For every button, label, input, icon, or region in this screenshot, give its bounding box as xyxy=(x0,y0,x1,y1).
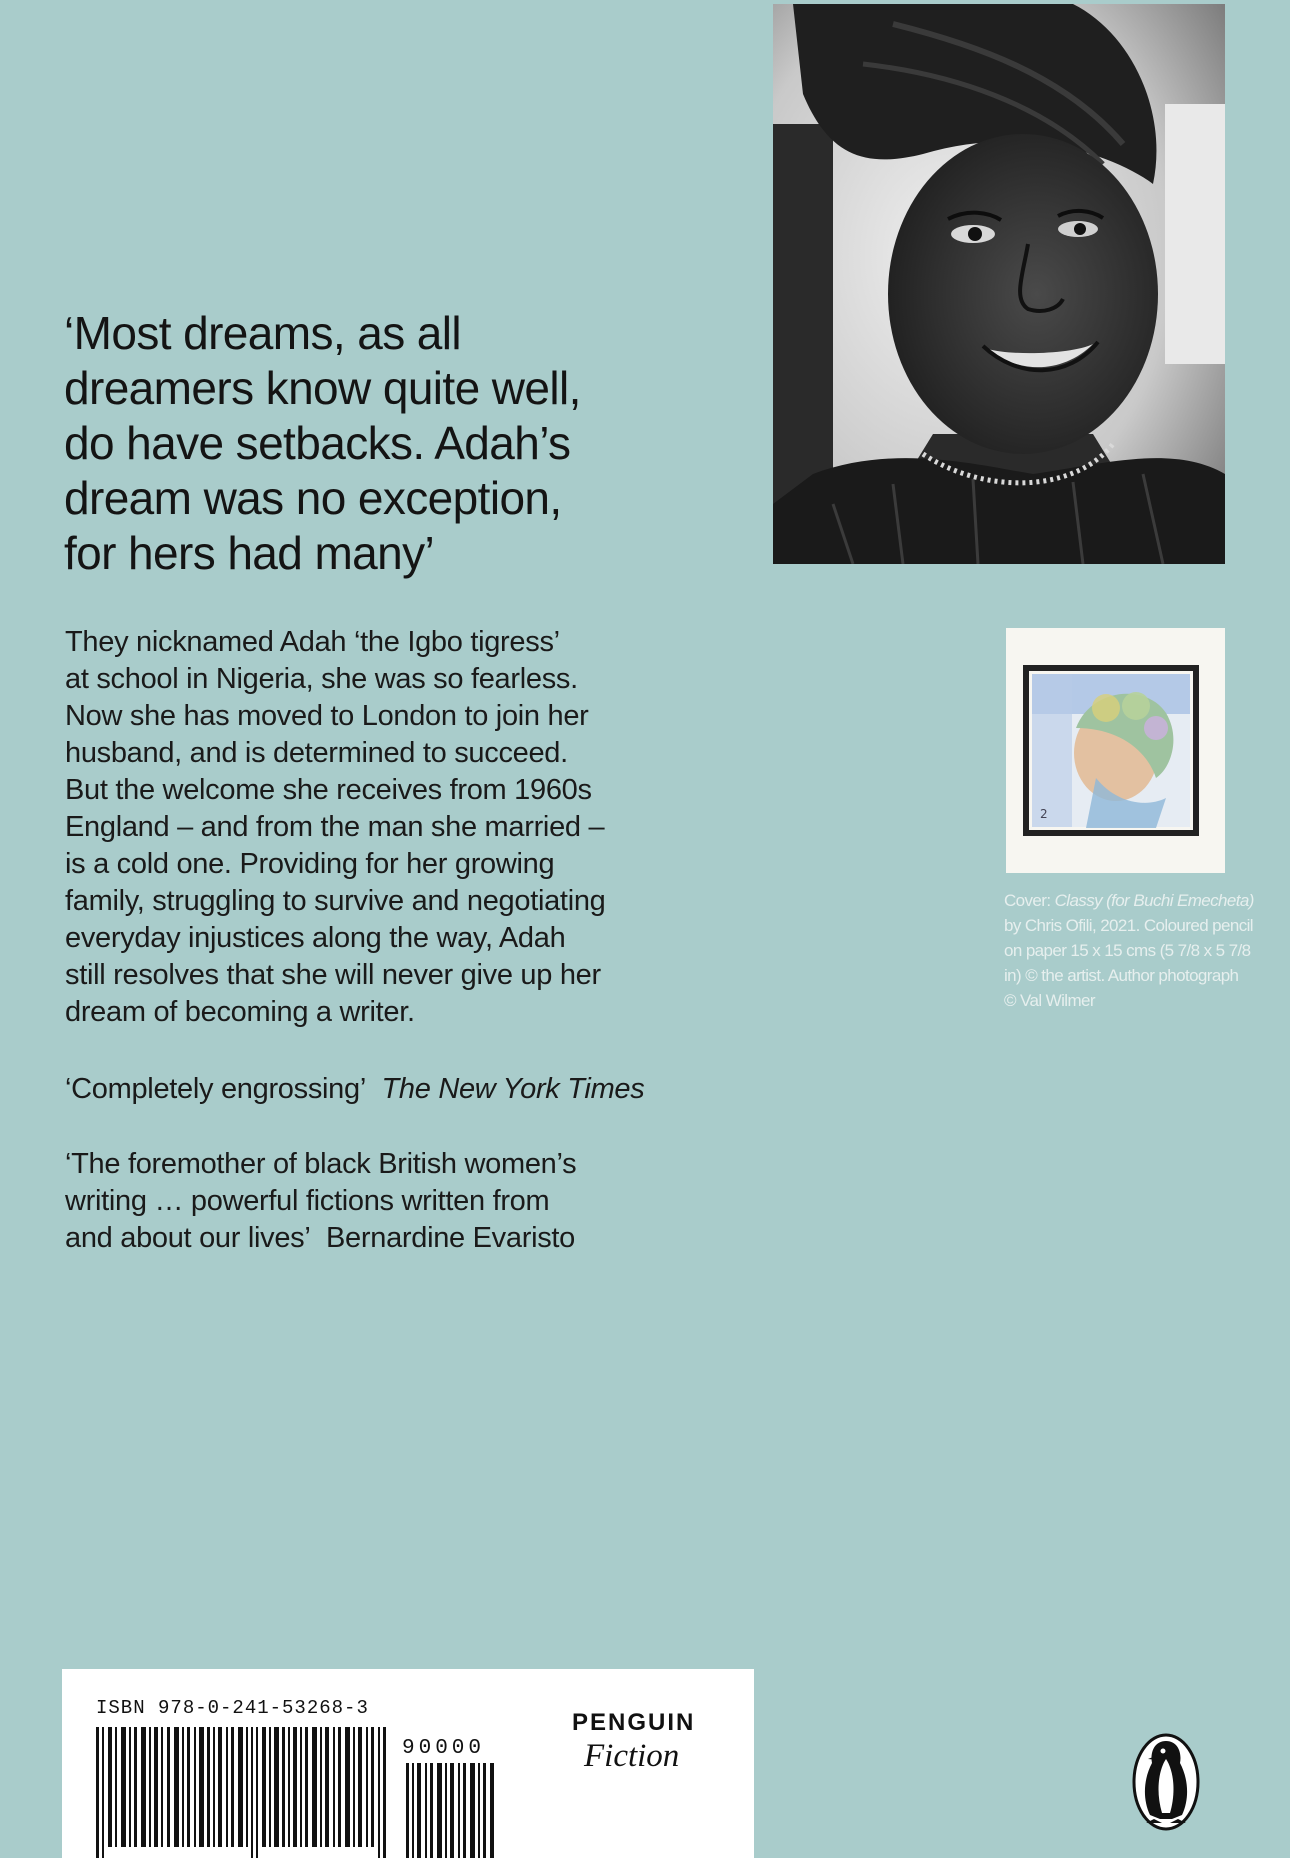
caption-artwork-title: Classy (for Buchi Emecheta) xyxy=(1054,891,1254,910)
review-source: The New York Times xyxy=(381,1073,645,1105)
book-blurb xyxy=(65,624,765,1031)
blurb-line: Now she has moved to London to join her xyxy=(65,700,589,732)
pull-quote-line: dream was no exception, xyxy=(64,472,562,524)
review-source: Bernardine Evaristo xyxy=(326,1222,576,1254)
review-quote xyxy=(65,1146,785,1257)
review-text: and about our lives’ xyxy=(65,1222,311,1254)
caption-credits: by Chris Ofili, 2021. Coloured pencil on paper 15 x 15 cms (5 7/8 x 5 7/8 in) © the artist. Author photograph © Val Wilmer xyxy=(1004,916,1253,1010)
penguin-logo-icon xyxy=(1132,1733,1200,1831)
stamp-value-glyph: 2 xyxy=(1040,807,1048,821)
blurb-line: husband, and is determined to succeed. xyxy=(65,737,568,769)
review-quote xyxy=(65,1071,785,1108)
pull-quote-line: dreamers know quite well, xyxy=(64,362,581,414)
barcode-panel xyxy=(62,1669,754,1858)
blurb-line: still resolves that she will never give up her xyxy=(65,959,601,991)
blurb-line: at school in Nigeria, she was so fearless. xyxy=(65,663,578,695)
review-text: writing … powerful fictions written from xyxy=(65,1185,550,1217)
blurb-line: everyday injustices along the way, Adah xyxy=(65,922,566,954)
cover-artwork-svg xyxy=(1006,628,1225,873)
blurb-line: But the welcome she receives from 1960s xyxy=(65,774,592,806)
pull-quote-line: ‘Most dreams, as all xyxy=(64,307,462,359)
blurb-line: is a cold one. Providing for her growing xyxy=(65,848,555,880)
blurb-line: family, struggling to survive and negotiating xyxy=(65,885,606,917)
pull-quote xyxy=(64,306,764,581)
pull-quote-line: for hers had many’ xyxy=(64,527,435,579)
blurb-line: They nicknamed Adah ‘the Igbo tigress’ xyxy=(65,626,560,658)
author-photo xyxy=(773,4,1225,564)
imprint-name: Fiction xyxy=(584,1738,680,1774)
blurb-line: England – and from the man she married – xyxy=(65,811,605,843)
publisher-name: PENGUIN xyxy=(572,1709,696,1736)
caption-prefix: Cover: xyxy=(1004,891,1055,910)
review-text: ‘The foremother of black British women’s xyxy=(65,1148,577,1180)
blurb-line: dream of becoming a writer. xyxy=(65,996,415,1028)
cover-credit-caption xyxy=(1004,888,1254,1013)
isbn-number: ISBN 978-0-241-53268-3 xyxy=(96,1697,369,1719)
author-portrait-svg xyxy=(773,4,1225,564)
price-code: 90000 xyxy=(402,1737,486,1760)
cover-artwork-thumbnail xyxy=(1006,628,1225,873)
pull-quote-line: do have setbacks. Adah’s xyxy=(64,417,571,469)
review-text: ‘Completely engrossing’ xyxy=(65,1073,366,1105)
